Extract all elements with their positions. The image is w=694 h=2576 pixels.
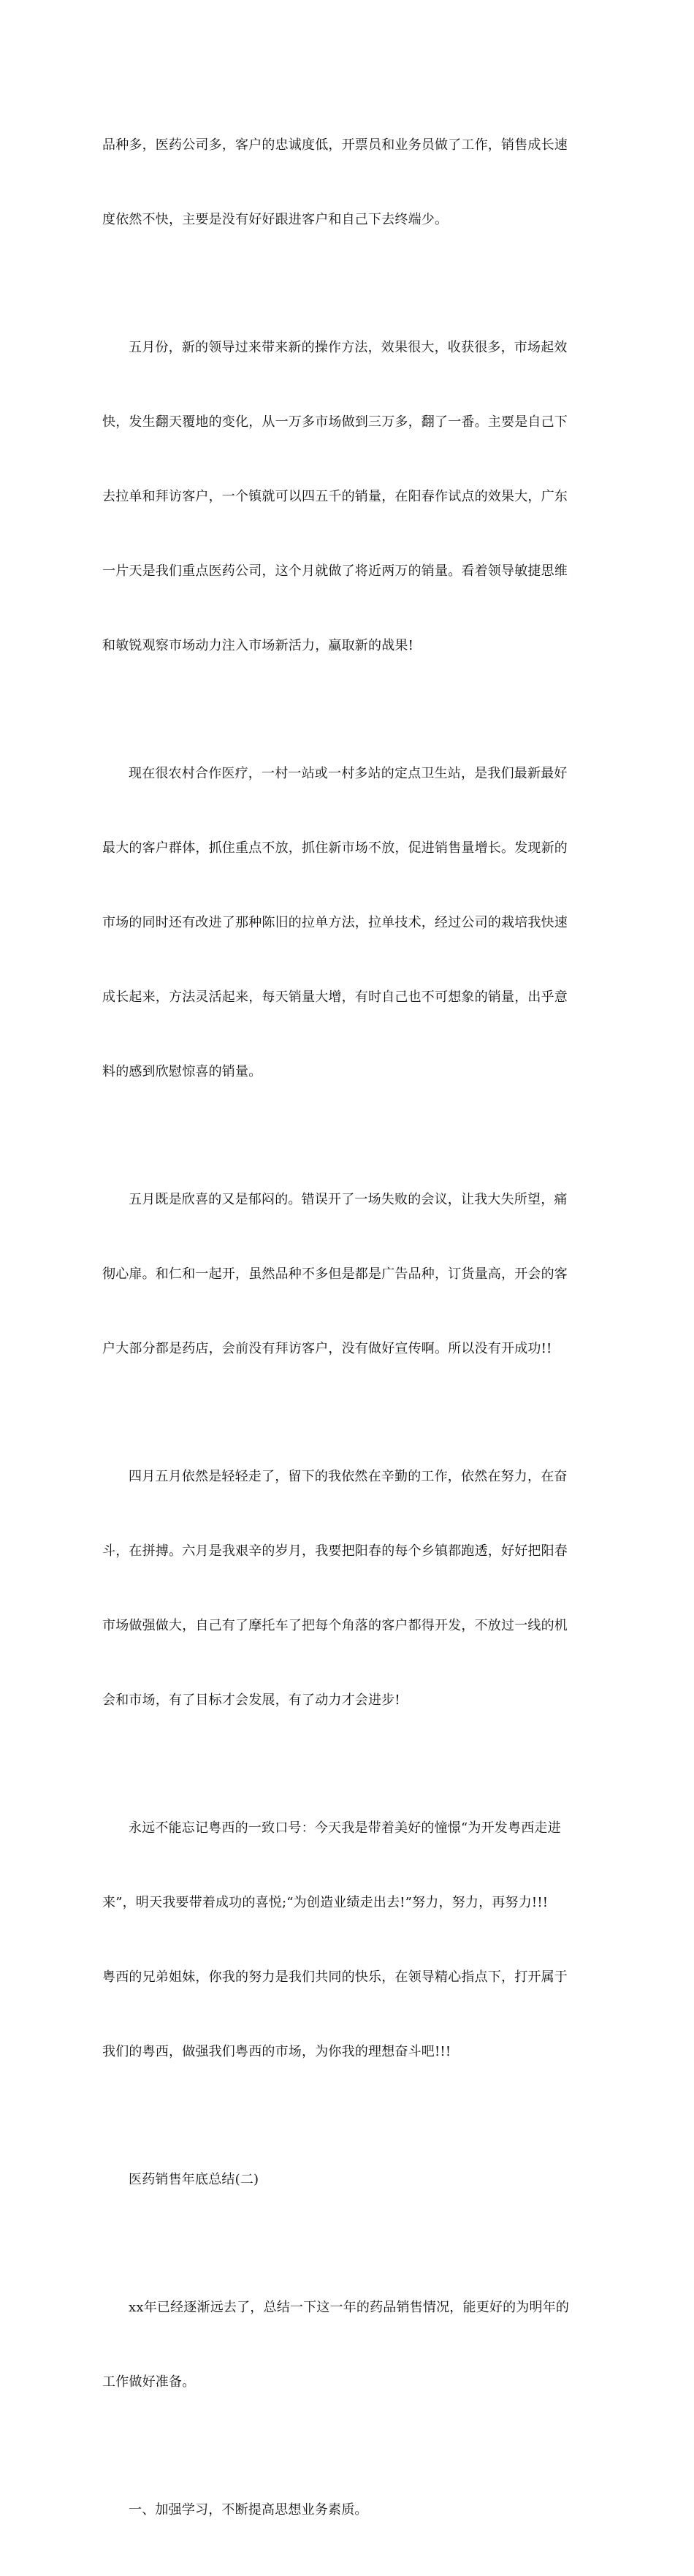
section-heading — [102, 2118, 592, 2242]
text-line: 最大的客户群体，抓住重点不放，抓住新市场不放，促进销售量增长。发现新的 — [102, 840, 568, 856]
paragraph — [102, 1138, 592, 1411]
paragraph — [102, 286, 592, 708]
text-line: 五月既是欣喜的又是郁闷的。错误开了一场失败的会议，让我大失所望，痛 — [129, 1192, 568, 1207]
text-line: 现在很农村合作医疗，一村一站或一村多站的定点卫生站，是我们最新最好 — [129, 766, 568, 781]
text-line: 我们的粤西，做强我们粤西的市场，为你我的理想奋斗吧!!! — [102, 2044, 451, 2059]
text-line: 市场做强做大，自己有了摩托车了把每个角落的客户都得开发，不放过一线的机 — [102, 1618, 568, 1633]
text-line: 医药销售年底总结(二) — [129, 2172, 259, 2187]
paragraph — [102, 1766, 592, 2114]
paragraph — [102, 1415, 592, 1763]
text-line: 料的感到欣慰惊喜的销量。 — [102, 1064, 262, 1079]
text-line: 户大部分都是药店，会前没有拜访客户，没有做好宣传啊。所以没有开成功!! — [102, 1341, 552, 1356]
text-line: 四月五月依然是轻轻走了，留下的我依然在辛勤的工作，依然在努力，在奋 — [129, 1469, 568, 1484]
text-line: 一片天是我们重点医药公司，这个月就做了将近两万的销量。看着领导敏捷思维 — [102, 563, 568, 579]
text-line: 度依然不快，主要是没有好好跟进客户和自己下去终端少。 — [102, 212, 449, 227]
text-line: 五月份，新的领导过来带来新的操作方法，效果很大，收获很多，市场起效 — [129, 340, 568, 355]
paragraph — [102, 712, 592, 1134]
text-line: 工作做好准备。 — [102, 2374, 196, 2390]
text-line: 快，发生翻天覆地的变化，从一万多市场做到三万多，翻了一番。主要是自己下 — [102, 414, 568, 430]
text-line: 粤西的兄弟姐妹，你我的努力是我们共同的快乐，在领导精心指点下，打开属于 — [102, 1969, 568, 1985]
text-line: 成长起来，方法灵活起来，每天销量大增，有时自己也不可想象的销量，出乎意 — [102, 989, 568, 1005]
text-line: 来”，明天我要带着成功的喜悦;“为创造业绩走出去!”努力，努力，再努力!!! — [102, 1895, 549, 1910]
text-line: 和敏锐观察市场动力注入市场新活力，赢取新的战果! — [102, 638, 414, 653]
text-line: 永远不能忘记粤西的一致口号：今天我是带着美好的憧憬“为开发粤西走进 — [129, 1820, 561, 1836]
text-line: 品种多，医药公司多，客户的忠诚度低，开票员和业务员做了工作，销售成长速 — [102, 137, 568, 153]
text-line: 斗，在拼搏。六月是我艰辛的岁月，我要把阳春的每个乡镇都跑透，好好把阳春 — [102, 1543, 568, 1559]
document-body — [102, 83, 592, 2576]
text-line: 一、加强学习，不断提高思想业务素质。 — [129, 2502, 368, 2518]
text-line: 会和市场，有了目标才会发展，有了动力才会进步! — [102, 1692, 400, 1708]
paragraph — [102, 2246, 592, 2444]
text-line: 彻心扉。和仁和一起开，虽然品种不多但是都是广告品种，订货量高，开会的客 — [102, 1266, 568, 1282]
text-line: 市场的同时还有改进了那种陈旧的拉单方法，拉单技术，经过公司的栽培我快速 — [102, 915, 568, 930]
text-line: xx年已经逐渐远去了，总结一下这一年的药品销售情况，能更好的为明年的 — [129, 2300, 570, 2315]
text-line: 去拉单和拜访客户，一个镇就可以四五千的销量，在阳春作试点的效果大，广东 — [102, 489, 568, 504]
paragraph — [102, 83, 592, 282]
subsection-heading — [102, 2448, 592, 2572]
